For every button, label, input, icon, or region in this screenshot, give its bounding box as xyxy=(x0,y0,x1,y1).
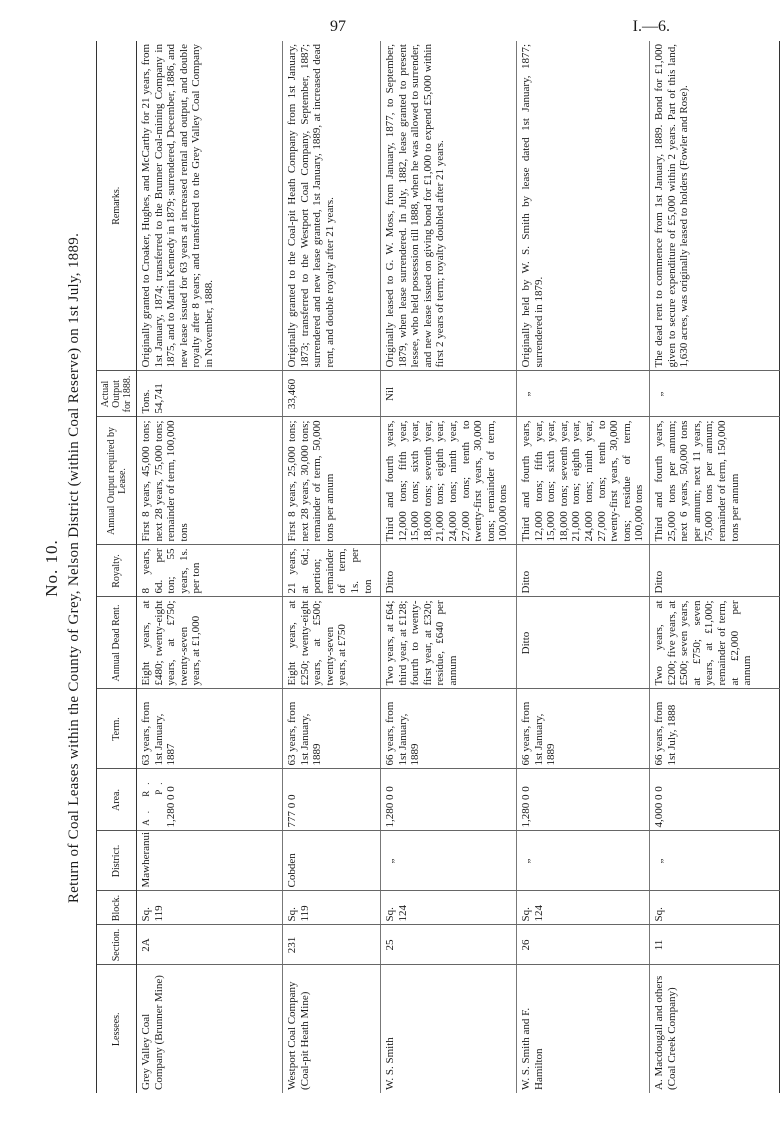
cell-district: Cobden xyxy=(283,831,381,891)
cell-royalty: 8 years, 6d. per ton; 55 years, 1s. per ton xyxy=(137,545,283,597)
cell-actual-output: Nil xyxy=(381,371,517,417)
cell-output-required: First 8 years, 45,000 tons; next 28 years, 75,000 tons; remainder of term, 100,000 tons xyxy=(137,417,283,545)
table-row xyxy=(283,41,381,1093)
cell-remarks: Originally granted to the Coal-pit Heath Company from 1st January, 1873; transferred to the Westport Coal Company, September, 1887; surrendered and new lease granted, 1st January, 1889, at increased dead rent, and double royalty after 21 years. xyxy=(283,41,381,371)
cell-area: 4,000 0 0 xyxy=(649,769,779,831)
cell-term: 63 years, from 1st January, 1889 xyxy=(283,689,381,769)
cell-remarks: The dead rent to commence from 1st January, 1889. Bond for £1,000 given to secure expenditure of £5,000 within 2 years. Part of this land, 1,630 acres, was originally leased to holders (Fowler and Rose). xyxy=(649,41,779,371)
col-dead-rent: Annual Dead Rent. xyxy=(97,597,137,689)
cell-actual-output: 33,460 xyxy=(283,371,381,417)
table-row xyxy=(517,41,650,1093)
cell-district: Mawheranui xyxy=(137,831,283,891)
page-number: 97 xyxy=(330,18,346,35)
area-value: 1,280 0 0 xyxy=(165,786,178,828)
cell-lessees: A. Macdougall and others (Coal Creek Company) xyxy=(652,975,678,1090)
cell-output-required: Third and fourth years, 12,000 tons; fifth year, 15,000 tons; sixth year, 18,000 tons; seventh year, 21,000 tons; eighth year, 24,000 tons; ninth year, 27,000 tons; tenth to twenty-first years, 30,000 tons; residue of term, 100,000 tons xyxy=(517,417,650,545)
cell-section: 231 xyxy=(283,925,381,965)
col-output-required: Annual Output required by Lease. xyxy=(97,417,137,545)
cell-royalty: Ditto xyxy=(517,545,650,597)
cell-dead-rent: Eight years, at £250; twenty-eight years, at £500; twenty-seven years, at £750 xyxy=(283,597,381,689)
cell-section: 11 xyxy=(649,925,779,965)
col-district: District. xyxy=(97,831,137,891)
cell-dead-rent: Two years, at £200; five years, at £500; seven years, at £750; seven years, at £1,000; remainder of term, at £2,000 per annum xyxy=(649,597,779,689)
cell-block: Sq. 124 xyxy=(517,891,650,925)
cell-output-required: First 8 years, 25,000 tons; next 28 years, 30,000 tons; remainder of term, 50,000 tons per annum xyxy=(283,417,381,545)
cell-block: Sq. 119 xyxy=(137,891,283,925)
cell-term: 66 years, from 1st January, 1889 xyxy=(381,689,517,769)
col-actual-output: Actual Output for 1888. xyxy=(97,371,137,417)
col-lessees: Lessees. xyxy=(97,965,137,1093)
cell-district: „ xyxy=(517,831,650,891)
cell-term: 63 years, from 1st January, 1887 xyxy=(137,689,283,769)
cell-remarks: Originally granted to Croaker, Hughes, and McCarthy for 21 years, from 1st January, 1874; transferred to the Brunner Coal-mining Company in 1875, and to Martin Kennedy in 1879; surrendered, December, 1886, and new lease issued for 63 years at increased rental and output, and double royalty after 8 years; and transferred to the Grey Valley Coal Company in November, 1888. xyxy=(137,41,283,371)
table-row xyxy=(649,41,779,1093)
cell-section: 2A xyxy=(137,925,283,965)
cell-district: „ xyxy=(649,831,779,891)
return-title: Return of Coal Leases within the County of Grey, Nelson District (within Coal Reserve) on 1st July, 1889. xyxy=(66,232,82,904)
document-reference: I.—6. xyxy=(632,18,670,35)
cell-remarks: Originally held by W. S. Smith by lease dated 1st January, 1877; surrendered in 1879. xyxy=(517,41,650,371)
col-section: Section. xyxy=(97,925,137,965)
cell-term: 66 years, from 1st July, 1888 xyxy=(649,689,779,769)
output-units: Tons. xyxy=(140,389,152,414)
cell-block: Sq. xyxy=(649,891,779,925)
cell-section: 25 xyxy=(381,925,517,965)
coal-leases-table xyxy=(96,41,780,1093)
cell-output-required: Third and fourth years, 25,000 tons per annum; next 6 years, 50,000 tons per annum; next 11 years, 75,000 tons per annum; remainder of term, 150,000 tons per annum xyxy=(649,417,779,545)
table-row xyxy=(137,41,283,1093)
cell-remarks: Originally leased to G. W. Moss, from January, 1877, to September, 1879, when lease surrendered. In July, 1882, lease granted to present lessee, who held possession till 1888, when he was allowed to surrender, and new lease issued on giving bond for £1,000 to expend £5,000 within first 2 years of term; royalty doubled after 21 years. xyxy=(381,41,517,371)
area-units: A. R. P. xyxy=(141,776,164,826)
cell-district: „ xyxy=(381,831,517,891)
cell-actual-output: „ xyxy=(517,371,650,417)
cell-royalty: Ditto xyxy=(381,545,517,597)
cell-area: 1,280 0 0 xyxy=(517,769,650,831)
cell-lessees: Westport Coal Company (Coal-pit Heath Mine) xyxy=(286,981,311,1090)
cell-block: Sq. 124 xyxy=(381,891,517,925)
col-royalty: Royalty. xyxy=(97,545,137,597)
cell-dead-rent: Ditto xyxy=(517,597,650,689)
cell-dead-rent: Two years, at £64; third year, at £128; fourth to twenty-first year, at £320; residue, £640 per annum xyxy=(381,597,517,689)
return-number: No. 10. xyxy=(42,539,61,597)
cell-lessees: W. S. Smith xyxy=(384,1037,396,1090)
cell-area xyxy=(137,769,283,831)
cell-dead-rent: Eight years, at £480; twenty-eight years, at £750; twenty-seven years, at £1,000 xyxy=(137,597,283,689)
col-area: Area. xyxy=(97,769,137,831)
cell-section: 26 xyxy=(517,925,650,965)
cell-area: 1,280 0 0 xyxy=(381,769,517,831)
col-remarks: Remarks. xyxy=(97,41,137,371)
col-block: Block. xyxy=(97,891,137,925)
cell-term: 66 years, from 1st January, 1889 xyxy=(517,689,650,769)
cell-block: Sq. 119 xyxy=(283,891,381,925)
cell-lessees: W. S. Smith and F. Hamilton xyxy=(520,1007,545,1090)
output-value: 54,741 xyxy=(152,383,165,414)
cell-output-required: Third and fourth years, 12,000 tons; fifth year, 15,000 tons; sixth year, 18,000 tons; seventh year, 21,000 tons; eighth year, 24,000 tons; ninth year, 27,000 tons; tenth to twenty-first years, 30,000 tons; remainder of term, 100,000 tons xyxy=(381,417,517,545)
cell-lessees: Grey Valley Coal Company (Brunner Mine) xyxy=(140,975,165,1090)
cell-actual-output: „ xyxy=(649,371,779,417)
table-header-row xyxy=(97,41,137,1093)
cell-actual-output xyxy=(137,371,283,417)
cell-royalty: 21 years, at 6d.; portion; remainder of term, 1s. per ton xyxy=(283,545,381,597)
col-term: Term. xyxy=(97,689,137,769)
cell-area: 777 0 0 xyxy=(283,769,381,831)
cell-royalty: Ditto xyxy=(649,545,779,597)
table-row xyxy=(381,41,517,1093)
